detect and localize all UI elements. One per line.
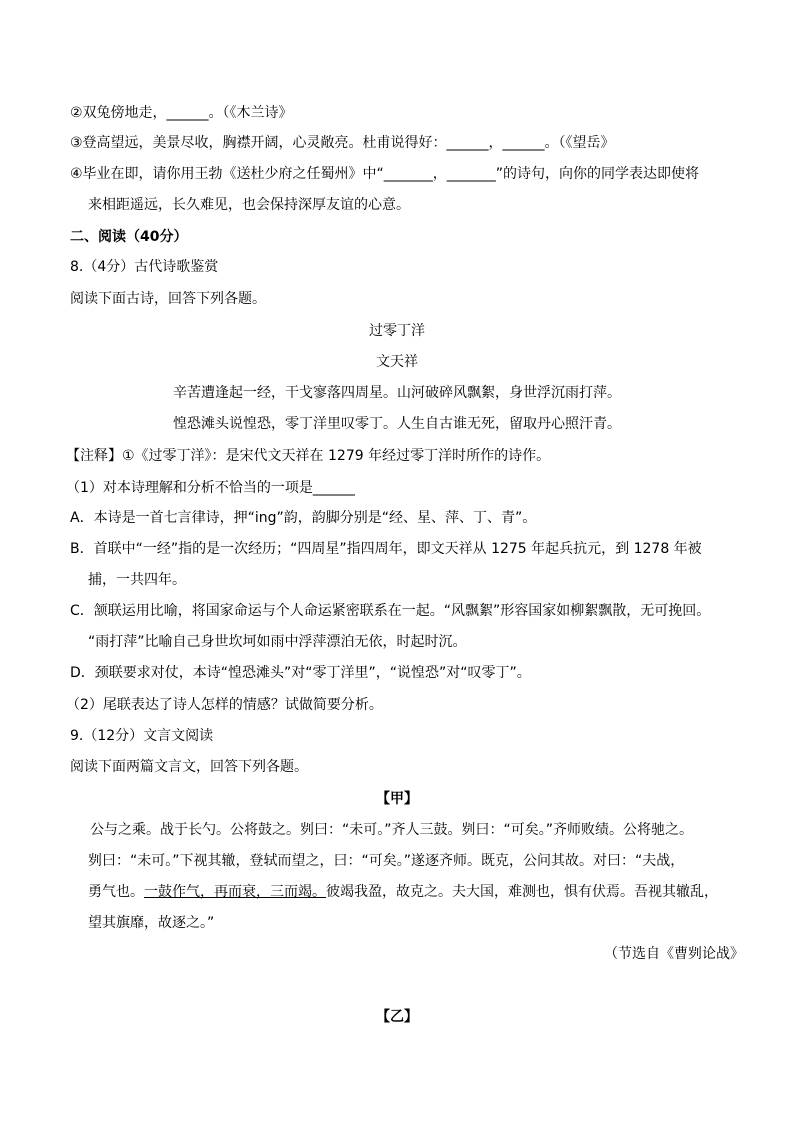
option-c-line2: “雨打萍”比喻自己身世坎坷如雨中浮萍漂泊无依，时起时沉。 [88,634,467,650]
option-c-line1: C．颔联运用比喻，将国家命运与个人命运紧密联系在一起。“风飘絮”形容国家如柳絮飘散，无可挽回。 [70,603,711,619]
passage-text: 勇气也。 [88,884,144,900]
passage-jia-line4: 望其旗靡，故逐之。” [88,915,215,931]
passage-jia-source: （节选自《曹刿论战》 [604,946,744,962]
question-7-4-line2: 来相距遥远，长久难见，也会保持深厚友谊的心意。 [88,197,410,213]
option-b-line1: B．首联中“一经”指的是一次经历；“四周星”指四周年，即文天祥从 1275 年起兵抗元，到 1278 年被 [70,541,702,557]
poem-line-1: 辛苦遭逢起一经，干戈寥落四周星。山河破碎风飘絮，身世浮沉雨打萍。 [173,385,621,401]
question-7-2: ②双兔傍地走，______。（《木兰诗》 [70,105,293,121]
question-7-4-line1: ④毕业在即，请你用王勃《送杜少府之任蜀州》中“_______，_______”的诗句，向你的同学表达即使将 [70,166,700,182]
question-8-intro: 阅读下面古诗，回答下列各题。 [70,291,266,307]
option-b-line2: 捕，一共四年。 [88,572,186,588]
poem-author: 文天祥 [376,354,418,370]
underlined-sentence: 一鼓作气，再而衰，三而竭。 [144,884,326,900]
passage-jia-line3 [88,883,718,901]
question-8-title: 8.（4分）古代诗歌鉴赏 [70,259,219,275]
option-d: D．颈联要求对仗，本诗“惶恐滩头”对“零丁洋里”，“说惶恐”对“叹零丁”。 [70,665,531,681]
question-8-1: （1）对本诗理解和分析不恰当的一项是______ [66,480,355,496]
poem-line-2: 惶恐滩头说惶恐，零丁洋里叹零丁。人生自古谁无死，留取丹心照汗青。 [173,416,621,432]
option-a: A．本诗是一首七言律诗，押“ing”韵，韵脚分别是“经、星、萍、丁、青”。 [70,510,537,526]
passage-yi-label: 【乙】 [376,1009,418,1025]
poem-note: 【注释】①《过零丁洋》：是宋代文天祥在 1279 年经过零丁洋时所作的诗作。 [66,448,551,464]
question-9-intro: 阅读下面两篇文言文，回答下列各题。 [70,759,308,775]
question-9-title: 9.（12分）文言文阅读 [70,728,214,744]
poem-title: 过零丁洋 [369,323,425,339]
passage-text: 彼竭我盈，故克之。夫大国，难测也，惧有伏焉。吾视其辙乱， [326,884,718,900]
section-heading-reading: 二、阅读（40分） [70,229,188,245]
passage-jia-label: 【甲】 [376,791,418,807]
passage-jia-line2: 刿曰：“未可。”下视其辙，登轼而望之，曰：“可矣。”遂逐齐师。既克，公问其故。对曰：“夫战， [88,853,685,869]
passage-jia-line1: 公与之乘。战于长勺。公将鼓之。刿曰：“未可。”齐人三鼓。刿曰：“可矣。”齐师败绩。公将驰之。 [90,822,694,838]
question-8-2: （2）尾联表达了诗人怎样的情感？试做简要分析。 [66,697,383,713]
question-7-3: ③登高望远，美景尽收，胸襟开阔，心灵敞亮。杜甫说得好：______，______。（《望岳》 [70,135,615,151]
